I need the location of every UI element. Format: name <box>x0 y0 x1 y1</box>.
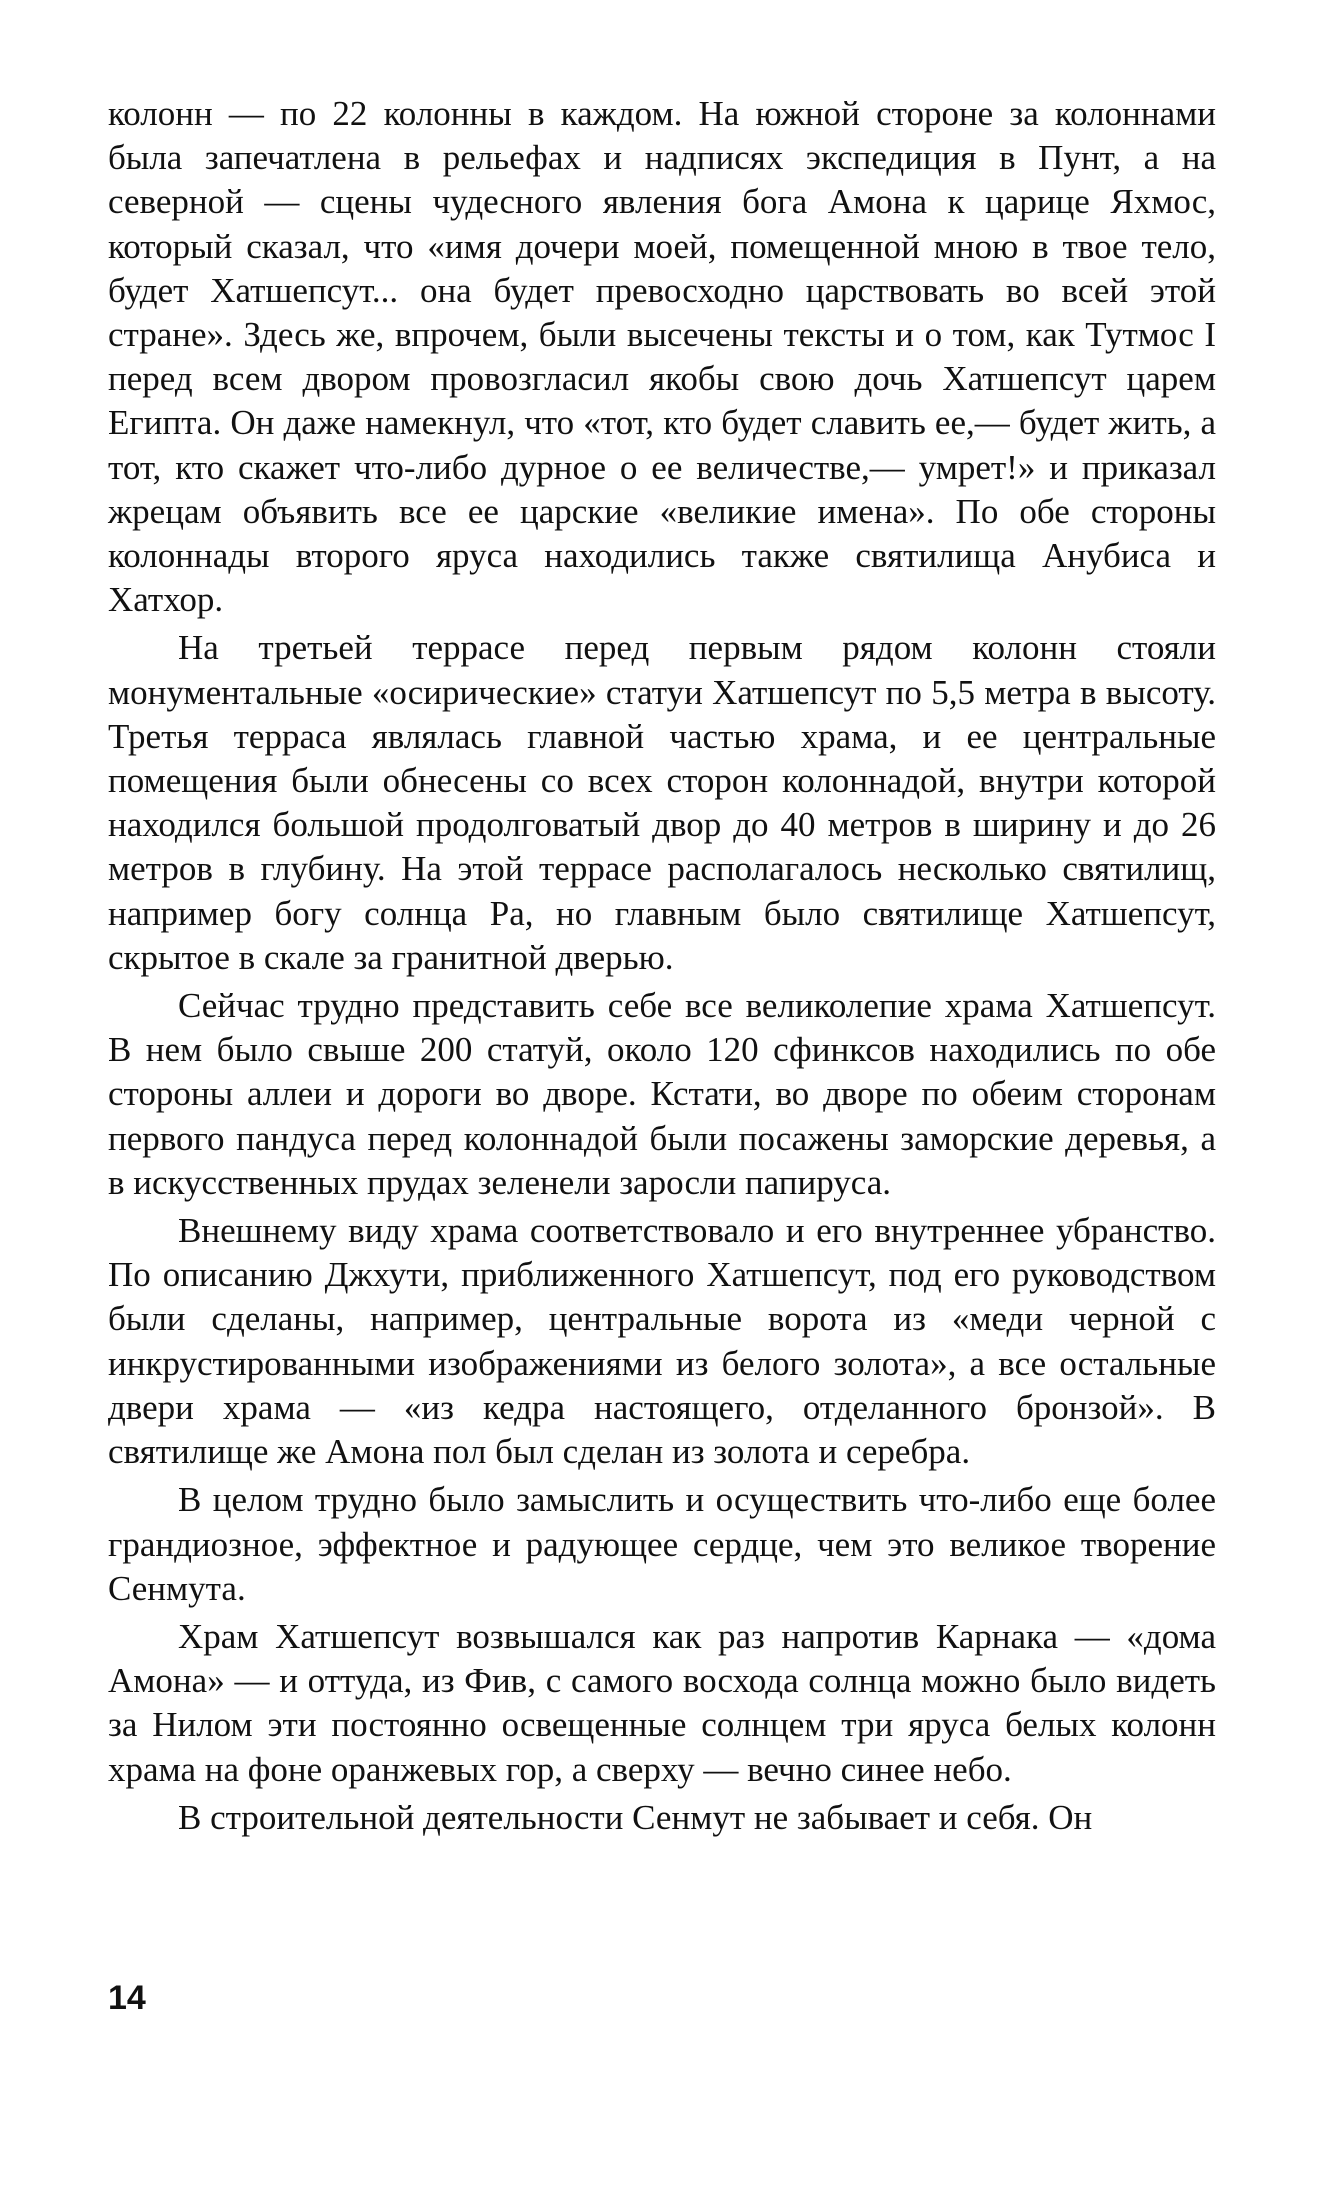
page-text <box>108 92 1216 1840</box>
paragraph-7: В строительной деятельности Сенмут не забывает и себя. Он <box>178 1797 1093 1837</box>
page-number: 14 <box>108 1979 146 2017</box>
paragraph-6: Храм Хатшепсут возвышался как раз напротив Карнака — «дома Амона» — и оттуда, из Фив, с самого восхода солнца можно было видеть за Нилом эти постоянно освещенные солнцем три яруса белых колонн храма на фоне оранжевых гор, а сверху — вечно синее небо. <box>108 1616 1216 1789</box>
paragraph-1: колонн — по 22 колонны в каждом. На южной стороне за колоннами была запечатлена в рельефах и надписях экспедиция в Пунт, а на северной — сцены чудесного явления бога Амона к царице Яхмос, который сказал, что «имя дочери моей, помещенной мною в твое тело, будет Хатшепсут... она будет превосходно царствовать во всей этой стране». Здесь же, впрочем, были высечены тексты и о том, как Тутмос I перед всем двором провозгласил якобы свою дочь Хатшепсут царем Египта. Он даже намекнул, что «тот, кто будет славить ее,— будет жить, а тот, кто скажет что-либо дурное о ее величестве,— умрет!» и приказал жрецам объявить все ее царские «великие имена». По обе стороны колоннады второго яруса находились также святилища Анубиса и Хатхор. <box>108 94 1216 620</box>
paragraph-3: Сейчас трудно представить себе все великолепие храма Хатшепсут. В нем было свыше 200 статуй, около 120 сфинксов находились по обе стороны аллеи и дороги во дворе. Кстати, во дворе по обеим сторонам первого пандуса перед колоннадой были посажены заморские деревья, а в искусственных прудах зеленели заросли папируса. <box>108 986 1216 1202</box>
paragraph-5: В целом трудно было замыслить и осуществить что-либо еще более грандиозное, эффектное и радующее сердце, чем это великое творение Сенмута. <box>108 1480 1216 1608</box>
paragraph-4: Внешнему виду храма соответствовало и его внутреннее убранство. По описанию Джхути, приближенного Хатшепсут, под его руководством были сделаны, например, центральные ворота из «меди черной с инкрустированными изображениями из белого золота», а все остальные двери храма — «из кедра настоящего, отделанного бронзой». В святилище же Амона пол был сделан из золота и серебра. <box>108 1211 1216 1472</box>
paragraph-2: На третьей террасе перед первым рядом колонн стояли монументальные «осирические» статуи Хатшепсут по 5,5 метра в высоту. Третья терраса являлась главной частью храма, и ее центральные помещения были обнесены со всех сторон колоннадой, внутри которой находился большой продолговатый двор до 40 метров в ширину и до 26 метров в глубину. На этой террасе располагалось несколько святилищ, например богу солнца Ра, но главным было святилище Хатшепсут, скрытое в скале за гранитной дверью. <box>108 628 1216 977</box>
